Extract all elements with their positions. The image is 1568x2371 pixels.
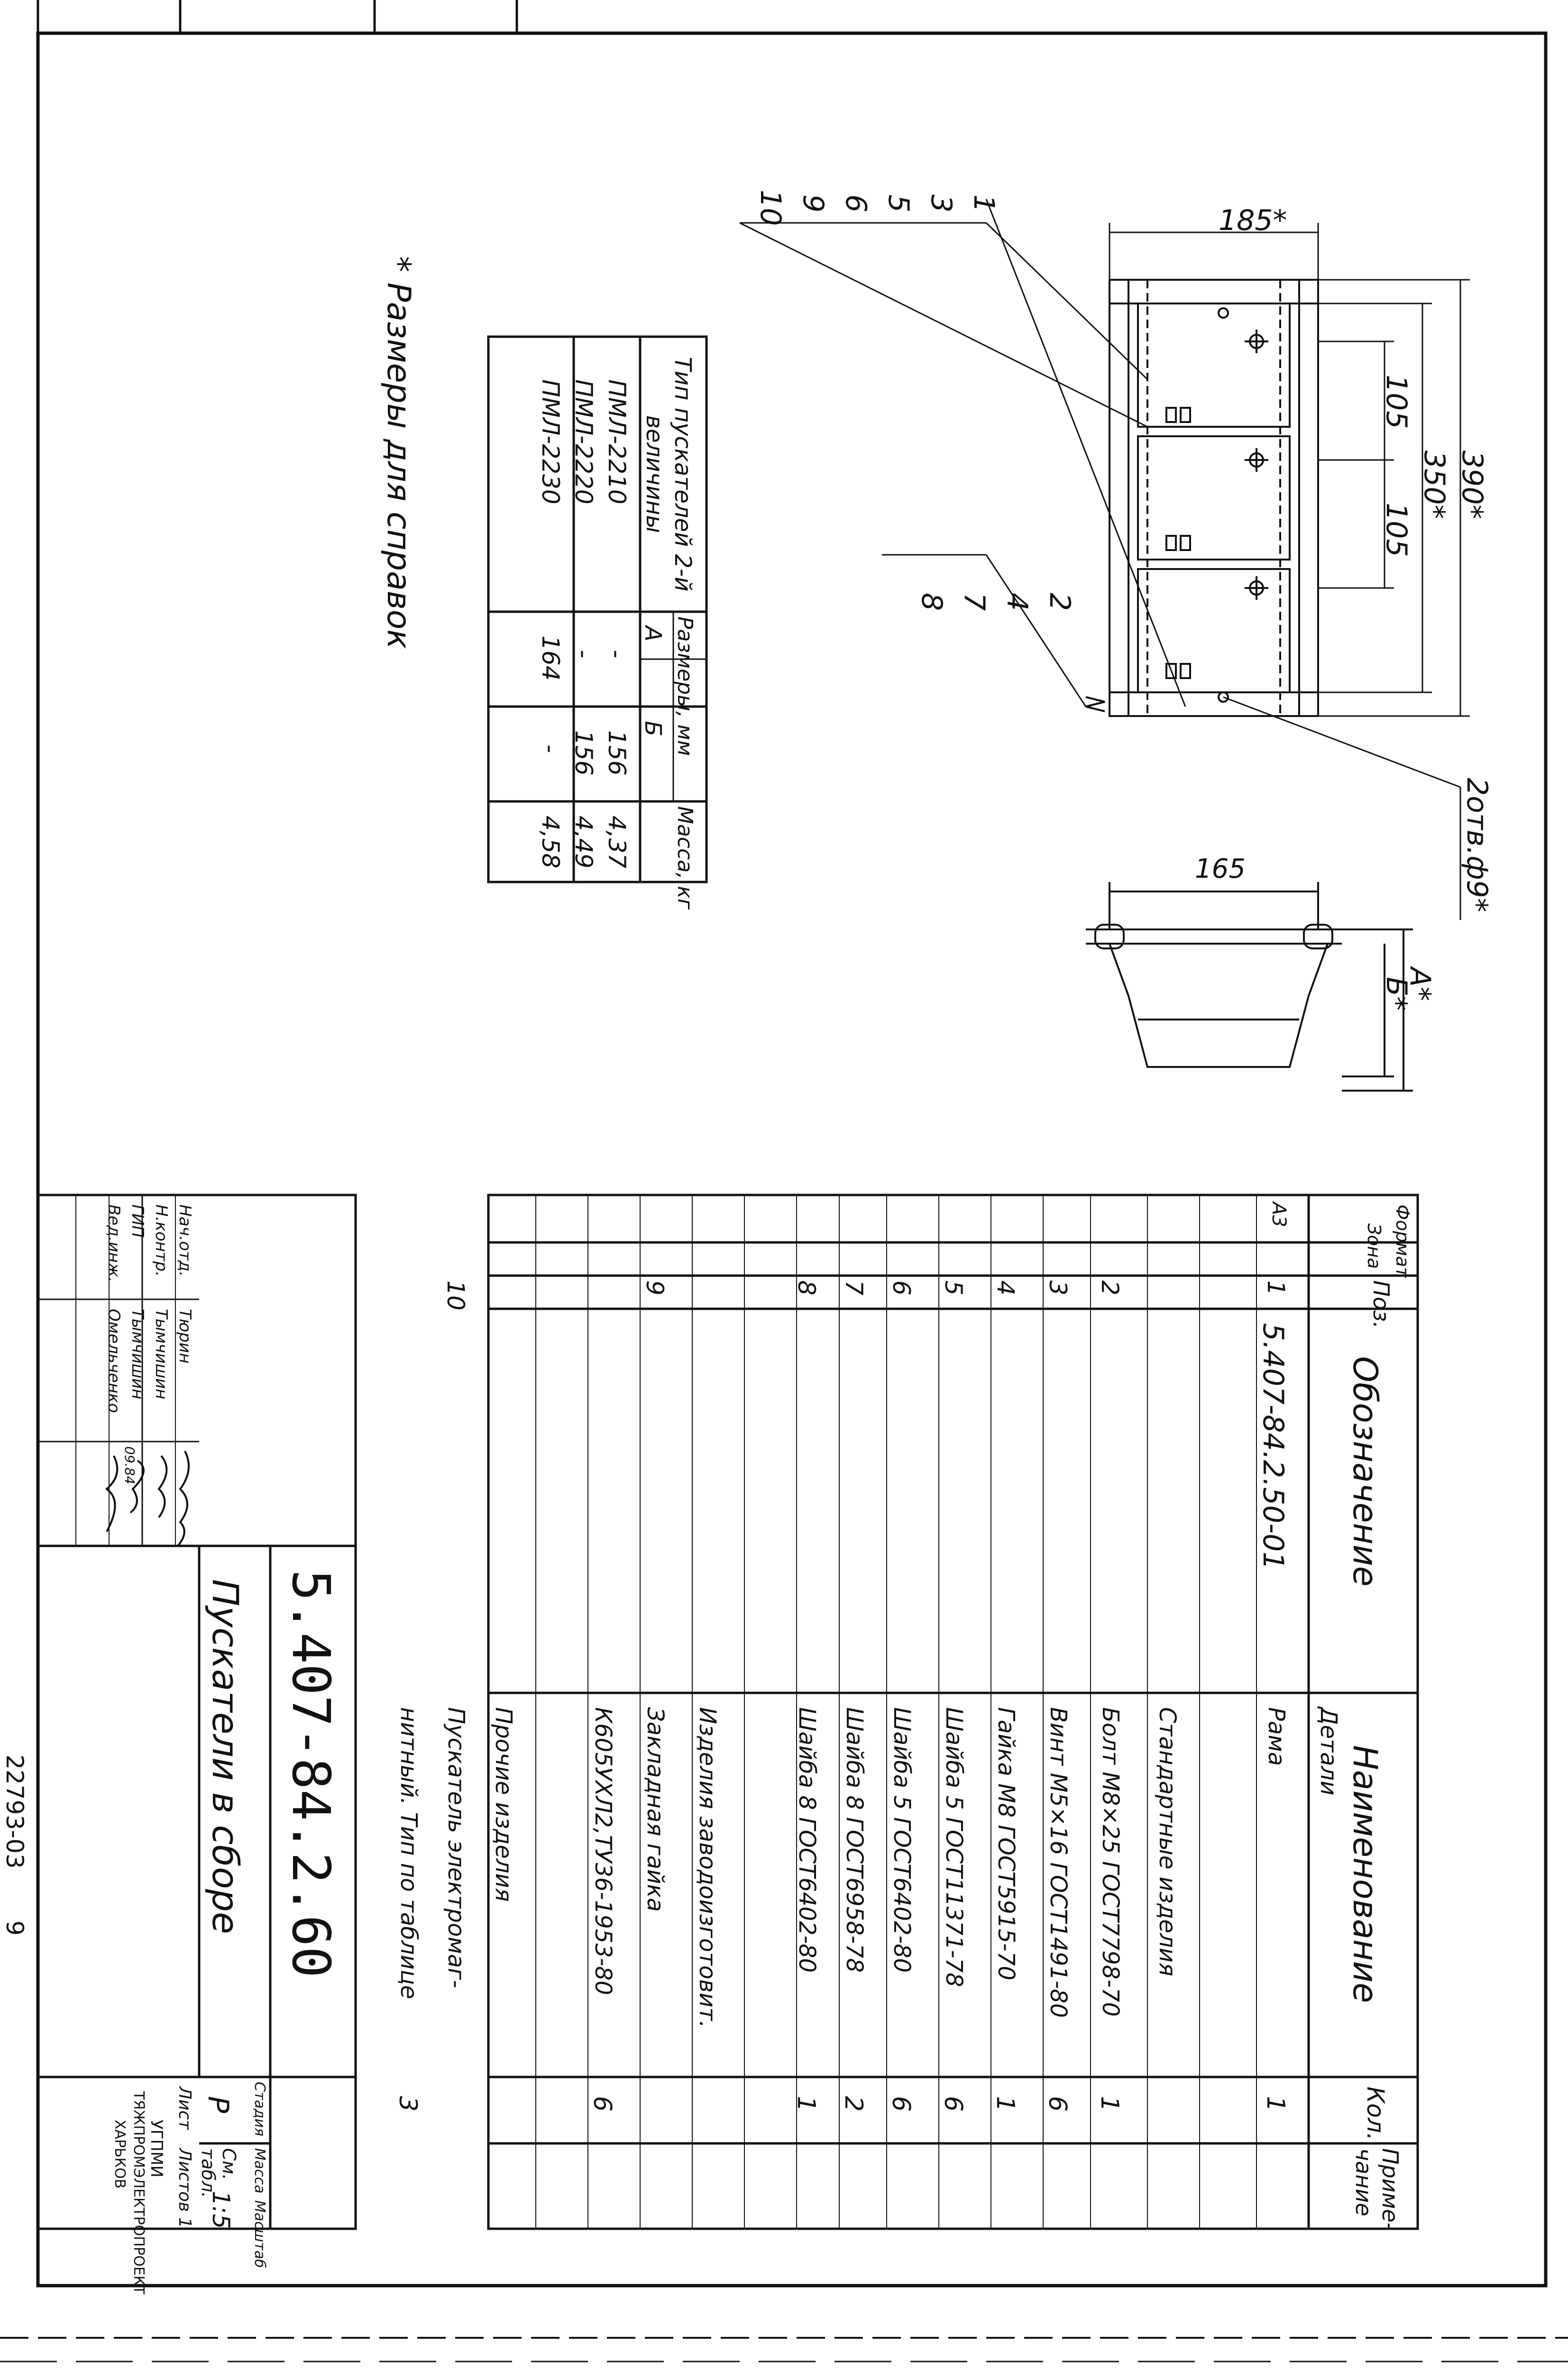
weights-header-mass: Масса, кг bbox=[673, 806, 697, 910]
spec-header-format: Формат bbox=[1392, 1204, 1413, 1278]
leader-label-3: 3 bbox=[925, 194, 958, 213]
org-line-1: УГПМИ bbox=[147, 2120, 166, 2178]
dim-165: 165 bbox=[1195, 854, 1246, 884]
signer-2-name: Тымчишин bbox=[152, 1309, 171, 1399]
weights-row-1-type: ПМЛ-2210 bbox=[603, 379, 631, 505]
leader-label-4: 4 bbox=[1000, 593, 1034, 611]
weights-row-3-a: 164 bbox=[537, 635, 564, 681]
spec-row-qty: 6 bbox=[1043, 2096, 1072, 2112]
org-line-3: ХАРЬКОВ bbox=[111, 2120, 128, 2189]
spec-row-qty: 6 bbox=[939, 2096, 967, 2112]
spec-row-pos: 1 bbox=[1262, 1280, 1290, 1296]
drawing-title: Пускатели в сборе bbox=[204, 1579, 247, 1934]
spec-row-name: К605УХЛ2,ТУ36-1953-80 bbox=[590, 1707, 616, 1995]
note-reference-dimensions: * Размеры для справок bbox=[380, 256, 417, 649]
weights-row-3-type: ПМЛ-2230 bbox=[537, 379, 564, 505]
spec-row-qty: 1 bbox=[792, 2096, 820, 2112]
mass-value: См. табл. bbox=[198, 2148, 239, 2198]
weights-row-2-a: - bbox=[570, 650, 597, 659]
spec-row-qty: 1 bbox=[1095, 2096, 1124, 2112]
signer-4-name: Омельченко bbox=[104, 1309, 123, 1413]
spec-row-name: Детали bbox=[1315, 1707, 1342, 1796]
spec-row-name: Пускатель электромаг- bbox=[443, 1707, 469, 1988]
spec-row-qty: 6 bbox=[887, 2096, 915, 2112]
mass-label: Масса bbox=[251, 2148, 268, 2194]
dim-105-a: 105 bbox=[1380, 375, 1413, 429]
scale-label: Масштаб bbox=[251, 2200, 268, 2268]
spec-row-qty: 1 bbox=[1261, 2096, 1290, 2112]
stage-label: Стадия bbox=[251, 2082, 268, 2137]
stage-value: Р bbox=[202, 2096, 235, 2114]
spec-row-pos: 8 bbox=[793, 1280, 820, 1296]
spec-row-qty: 2 bbox=[839, 2096, 868, 2112]
weights-header-a: А bbox=[640, 626, 666, 642]
signer-3-name: Тымчишин bbox=[128, 1309, 147, 1399]
spec-header-name: Наименование bbox=[1346, 1745, 1385, 2003]
weights-header-b: Б bbox=[640, 721, 666, 736]
dim-b: Б* bbox=[1380, 977, 1413, 1011]
dim-350: 350* bbox=[1418, 450, 1451, 519]
signer-2-role: Н.контр. bbox=[152, 1204, 171, 1277]
weights-row-1-b: 156 bbox=[603, 730, 631, 776]
spec-header-zone: Зона bbox=[1364, 1223, 1385, 1269]
signer-1-role: Нач.отд. bbox=[175, 1204, 194, 1277]
spec-header-qty: Кол. bbox=[1362, 2086, 1389, 2141]
leader-label-8: 8 bbox=[915, 593, 948, 611]
spec-row-pos: 2 bbox=[1096, 1280, 1124, 1296]
spec-row-pos: 4 bbox=[992, 1280, 1019, 1296]
footer-page: 9 bbox=[1, 1921, 28, 1936]
weights-header-type: Тип пускателей 2-й величины bbox=[641, 357, 696, 592]
weights-row-3-mass: 4,58 bbox=[537, 816, 564, 869]
spec-row-name: Изделия заводоизготовит. bbox=[694, 1707, 721, 2028]
signer-3-role: ГИП bbox=[128, 1204, 147, 1238]
dim-a: А* bbox=[1403, 967, 1437, 1002]
signer-1-name: Тюрин bbox=[175, 1309, 194, 1364]
leader-label-7: 7 bbox=[958, 593, 991, 611]
spec-row-name: Шайба 8 ГОСТ6958-78 bbox=[841, 1707, 868, 1973]
weights-header-dims: Размеры, мм bbox=[673, 616, 697, 756]
dim-185: 185* bbox=[1219, 204, 1287, 237]
spec-row-name: Стандартные изделия bbox=[1154, 1707, 1181, 1976]
leader-label-10: 10 bbox=[754, 190, 787, 226]
spec-row-format: А3 bbox=[1268, 1202, 1290, 1227]
spec-row-pos: 10 bbox=[442, 1280, 469, 1311]
spec-row-pos: 6 bbox=[888, 1280, 915, 1296]
dim-390: 390* bbox=[1456, 450, 1489, 519]
spec-row-qty: 3 bbox=[394, 2096, 422, 2112]
spec-header-note: Приме- чание bbox=[1351, 2148, 1403, 2231]
weights-row-2-mass: 4,49 bbox=[570, 816, 597, 869]
spec-row-name: Шайба 5 ГОСТ6402-80 bbox=[889, 1707, 915, 1973]
weights-row-2-type: ПМЛ-2220 bbox=[570, 379, 597, 505]
spec-row-pos: 7 bbox=[840, 1280, 868, 1296]
sheet-label: Лист bbox=[175, 2086, 194, 2130]
leader-label-6: 6 bbox=[839, 194, 872, 213]
leader-label-9: 9 bbox=[797, 194, 830, 213]
spec-row-name: Гайка М8 ГОСТ5915-70 bbox=[993, 1707, 1019, 1981]
weights-row-1-mass: 4,37 bbox=[603, 816, 631, 869]
weights-row-3-b: - bbox=[537, 744, 564, 754]
spec-row-name: Болт М8×25 ГОСТ7798-70 bbox=[1097, 1707, 1124, 2017]
spec-row-qty: 6 bbox=[588, 2096, 616, 2112]
dim-105-b: 105 bbox=[1380, 503, 1413, 557]
spec-row-name: Закладная гайка bbox=[642, 1707, 669, 1912]
dim-holes: 2отв.ф9* bbox=[1460, 778, 1494, 912]
spec-row-pos: 9 bbox=[641, 1280, 669, 1296]
spec-row-qty: 1 bbox=[991, 2096, 1019, 2112]
footer-code: 22793-03 bbox=[1, 1755, 28, 1869]
leader-label-1: 1 bbox=[967, 194, 1000, 213]
weights-row-2-b: 156 bbox=[570, 730, 597, 776]
spec-header-designation: Обозначение bbox=[1346, 1356, 1385, 1587]
signer-4-role: Вед.инж. bbox=[104, 1204, 123, 1283]
sheets-label: Листов 1 bbox=[175, 2148, 194, 2228]
spec-row-name: нитный. Тип по таблице bbox=[395, 1707, 422, 1999]
org-line-2: ТЯЖПРОМЭЛЕКТРОПРОЕКТ bbox=[130, 2091, 147, 2295]
spec-row-pos: 3 bbox=[1044, 1280, 1072, 1296]
leader-label-2: 2 bbox=[1043, 593, 1076, 611]
doc-number: 5.407-84.2.60 bbox=[281, 1570, 341, 1978]
spec-row-name: Винт М5×16 ГОСТ1491-80 bbox=[1045, 1707, 1072, 2018]
scale-value: 1:5 bbox=[207, 2191, 235, 2229]
spec-row-name: Прочие изделия bbox=[490, 1707, 517, 1902]
spec-row-designation: 5.407-84.2.50-01 bbox=[1256, 1323, 1290, 1570]
signature-date: 09.84 bbox=[122, 1446, 138, 1485]
spec-row-name: Шайба 8 ГОСТ6402-80 bbox=[794, 1707, 820, 1973]
spec-row-name: Рама bbox=[1263, 1707, 1290, 1766]
leader-label-5: 5 bbox=[882, 194, 915, 213]
spec-row-name: Шайба 5 ГОСТ11371-78 bbox=[941, 1707, 967, 1987]
spec-header-pos: Поз. bbox=[1368, 1280, 1394, 1329]
weights-row-1-a: - bbox=[603, 650, 631, 659]
spec-row-pos: 5 bbox=[940, 1280, 967, 1296]
